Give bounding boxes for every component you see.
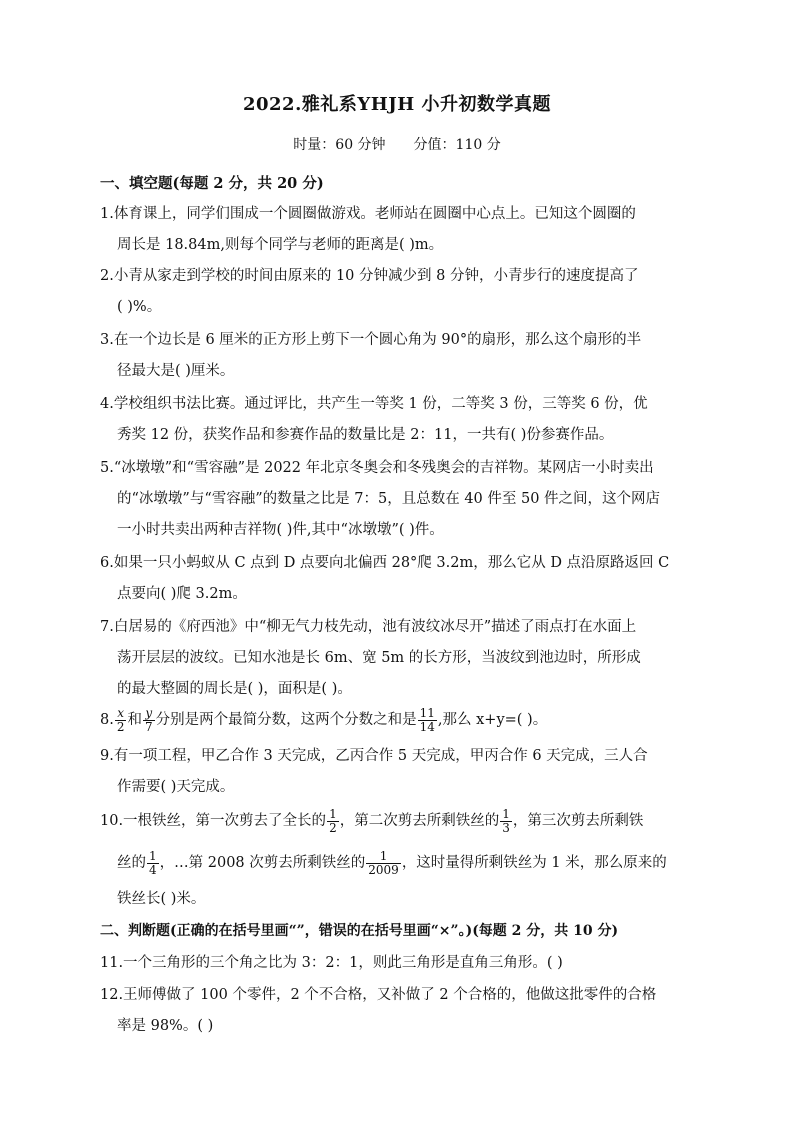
fraction-1-over-2009: $\frac{1}{2009}$ xyxy=(368,848,399,877)
question-10-line-1: 10.一根铁丝，第一次剪去了全长的 $\frac{1}{2}$ ，第二次剪去所剩铁丝的 $\frac{1}{3}$ ，第三次剪去所剩铁 xyxy=(100,806,644,835)
fraction-1-over-2: $\frac{1}{2}$ xyxy=(329,806,337,835)
question-9-line-2: 作需要( )天完成。 xyxy=(117,779,235,795)
page-title: 2022.雅礼系YHJH 小升初数学真题 xyxy=(242,94,551,115)
question-1-line-2: 周长是 18.84m,则每个同学与老师的距离是( )m。 xyxy=(117,237,444,253)
question-3-line-1: 3.在一个边长是 6 厘米的正方形上剪下一个圆心角为 90°的扇形，那么这个扇形的半 xyxy=(100,332,642,348)
question-4-line-2: 秀奖 12 份，获奖作品和参赛作品的数量比是 2：11，一共有( )份参赛作品。 xyxy=(117,427,614,443)
fraction-1-over-4: $\frac{1}{4}$ xyxy=(149,848,157,877)
question-1-line-1: 1.体育课上，同学们围成一个圆圈做游戏。老师站在圆圈中心点上。已知这个圆圈的 xyxy=(100,206,636,222)
question-6-line-1: 6.如果一只小蚂蚁从 C 点到 D 点要向北偏西 28°爬 3.2m，那么它从 D 点沿原路返回 C xyxy=(100,555,670,571)
question-2-line-1: 2.小青从家走到学校的时间由原来的 10 分钟减少到 8 分钟，小青步行的速度提高了 xyxy=(100,268,639,284)
question-12-line-1: 12.王师傅做了 100 个零件，2 个不合格，又补做了 2 个合格的，他做这批零件的合格 xyxy=(100,987,657,1003)
question-11-line-1: 11.一个三角形的三个角之比为 3：2：1，则此三角形是直角三角形。( ) xyxy=(100,955,563,971)
question-5-line-1: 5.“冰墩墩”和“雪容融”是 2022 年北京冬奥会和冬残奥会的吉祥物。某网店一小时卖出 xyxy=(100,460,654,476)
fraction-1-over-3: $\frac{1}{3}$ xyxy=(502,806,510,835)
question-7-line-3: 的最大整圆的周长是( )，面积是( )。 xyxy=(117,681,352,697)
question-8: 8. $\frac{x}{2}$ 和 $\frac{y}{7}$ 分别是两个最简分数，这两个分数之和是 $\frac{11}{14}$ ,那么 x+y=( )。 xyxy=(100,705,548,734)
fraction-y-over-7: $\frac{y}{7}$ xyxy=(144,705,153,734)
question-9-line-1: 9.有一项工程，甲乙合作 3 天完成，乙丙合作 5 天完成，甲丙合作 6 天完成，三人合 xyxy=(100,748,648,764)
fraction-x-over-2: $\frac{x}{2}$ xyxy=(116,705,125,734)
fraction-11-over-14: $\frac{11}{14}$ xyxy=(419,705,435,734)
question-8-number: 8. xyxy=(100,712,114,728)
question-7-line-2: 荡开层层的波纹。已知水池是长 6m、宽 5m 的长方形，当波纹到池边时，所形成 xyxy=(117,650,641,666)
question-2-line-2: ( )%。 xyxy=(117,299,162,315)
question-12-line-2: 率是 98%。( ) xyxy=(117,1018,214,1034)
question-4-line-1: 4.学校组织书法比赛。通过评比，共产生一等奖 1 份，二等奖 3 份，三等奖 6 份，优 xyxy=(100,396,648,412)
section-heading-true-false: 二、判断题(正确的在括号里画“”，错误的在括号里画“×”。)(每题 2 分，共 10 分) xyxy=(100,923,619,939)
section-heading-fill-blank: 一、填空题(每题 2 分，共 20 分) xyxy=(100,175,324,192)
question-10-line-3: 铁丝长( )米。 xyxy=(117,891,206,907)
question-6-line-2: 点要向( )爬 3.2m。 xyxy=(117,586,247,602)
exam-meta xyxy=(0,134,794,154)
total-score: 分值：110 分 xyxy=(413,137,501,153)
question-10-line-2: 丝的 $\frac{1}{4}$ ，…第 2008 次剪去所剩铁丝的 $\frac{1}{2009}$ ，这时量得所剩铁丝为 1 米，那么原来的 xyxy=(117,848,667,877)
question-7-line-1: 7.白居易的《府西池》中“柳无气力枝先动，池有波纹冰尽开”描述了雨点打在水面上 xyxy=(100,619,637,635)
question-5-line-3: 一小时共卖出两种吉祥物( )件,其中“冰墩墩”( )件。 xyxy=(117,522,444,538)
question-3-line-2: 径最大是( )厘米。 xyxy=(117,363,235,379)
question-5-line-2: 的“冰墩墩”与“雪容融”的数量之比是 7：5，且总数在 40 件至 50 件之间，这个网店 xyxy=(117,491,661,507)
time-limit: 时量：60 分钟 xyxy=(293,137,386,153)
